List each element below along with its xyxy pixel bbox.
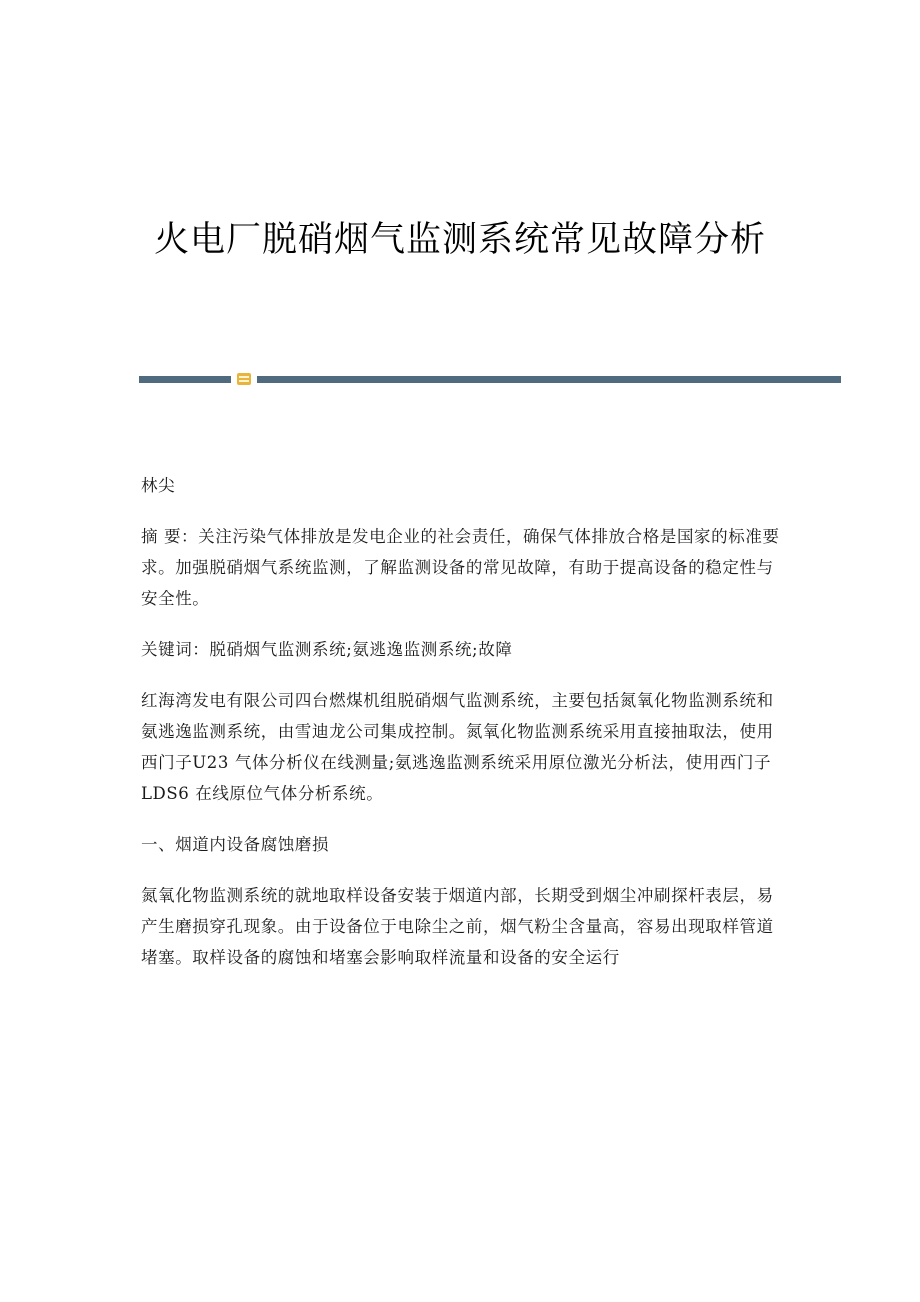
section-body-paragraph: 氮氧化物监测系统的就地取样设备安装于烟道内部，长期受到烟尘冲刷探杆表层，易产生磨损穿孔现象。由于设备位于电除尘之前，烟气粉尘含量高，容易出现取样管道堵塞。取样设备的腐蚀和堵塞会影响取样流量和设备的安全运行 [141,886,774,967]
abstract-paragraph: 摘 要：关注污染气体排放是发电企业的社会责任，确保气体排放合格是国家的标准要求。加强脱硝烟气系统监测，了解监测设备的常见故障，有助于提高设备的稳定性与安全性。 [141,527,780,608]
keywords-paragraph: 关键词：脱硝烟气监测系统;氨逃逸监测系统;故障 [141,640,513,659]
divider-ornament-icon [237,373,251,385]
document-body [141,470,783,993]
author-name: 林尖 [141,476,176,495]
document-title: 火电厂脱硝烟气监测系统常见故障分析 [153,220,766,260]
divider-bar-left [139,376,231,383]
title-divider [139,373,841,385]
intro-paragraph: 红海湾发电有限公司四台燃煤机组脱硝烟气监测系统，主要包括氮氧化物监测系统和氨逃逸监测系统，由雪迪龙公司集成控制。氮氧化物监测系统采用直接抽取法，使用西门子U23 气体分析仪在线测量;氨逃逸监测系统采用原位激光分析法，使用西门子LDS6 在线原位气体分析系统。 [141,691,774,803]
divider-bar-right [257,376,841,383]
section-heading: 一、烟道内设备腐蚀磨损 [141,835,330,854]
